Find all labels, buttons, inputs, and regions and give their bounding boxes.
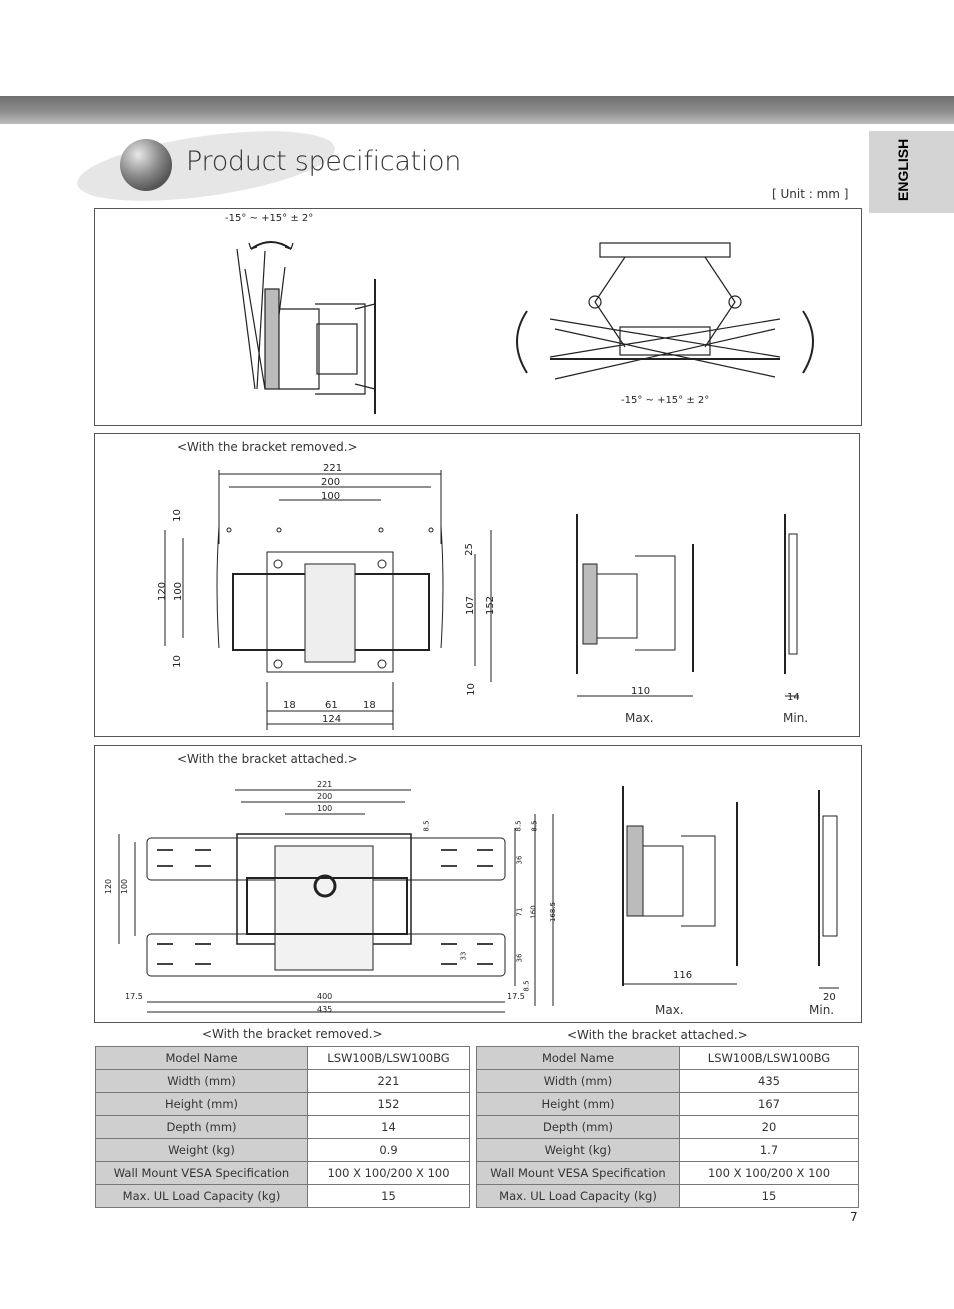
spec-value-cell: 20 (680, 1116, 859, 1139)
dim-17-5-left: 17.5 (125, 992, 143, 1001)
dim-18-right: 18 (363, 700, 376, 711)
table-right-caption: <With the bracket attached.> (567, 1028, 748, 1042)
dim-36-a: 36 (515, 855, 524, 865)
table-row (96, 1070, 470, 1093)
spec-value-cell: 100 X 100/200 X 100 (308, 1162, 470, 1185)
dim-100-left: 100 (173, 581, 185, 602)
dim-61: 61 (325, 700, 338, 711)
dim-14: 14 (787, 692, 800, 703)
bracket-removed-panel (94, 433, 860, 737)
dim-33: 33 (459, 951, 468, 961)
dim-100: 100 (317, 804, 333, 813)
dim-8-5-right-b: 8.5 (530, 820, 539, 832)
dim-152: 152 (485, 595, 497, 616)
table-left-caption: <With the bracket removed.> (202, 1027, 383, 1041)
spec-table-removed (95, 1046, 470, 1208)
dim-221: 221 (317, 780, 333, 789)
page-number: 7 (850, 1210, 858, 1224)
table-row (477, 1185, 859, 1208)
spec-label-cell: Height (mm) (477, 1093, 680, 1116)
spec-label-cell: Wall Mount VESA Specification (96, 1162, 308, 1185)
min-label: Min. (783, 711, 809, 725)
page-title: Product specification (186, 146, 462, 177)
table-row (477, 1047, 859, 1070)
dim-100: 100 (321, 491, 341, 502)
unit-label: [ Unit : mm ] (772, 187, 849, 201)
bracket-attached-caption: <With the bracket attached.> (177, 752, 358, 766)
dim-17-5-right: 17.5 (507, 992, 525, 1001)
tilt-angle-label-left: -15° ~ +15° ± 2° (225, 213, 314, 224)
spec-value-cell: LSW100B/LSW100BG (680, 1047, 859, 1070)
dim-160: 160 (529, 905, 538, 919)
spec-label-cell: Width (mm) (96, 1070, 308, 1093)
spec-value-cell: 435 (680, 1070, 859, 1093)
bracket-attached-panel (94, 745, 862, 1023)
spec-value-cell: 152 (308, 1093, 470, 1116)
table-row (96, 1185, 470, 1208)
dim-8-5-right-a: 8.5 (514, 820, 523, 832)
spec-value-cell: 1.7 (680, 1139, 859, 1162)
dim-8-5-bottom: 8.5 (522, 980, 531, 992)
table-row (96, 1093, 470, 1116)
table-row (96, 1047, 470, 1070)
table-row (477, 1139, 859, 1162)
spec-label-cell: Width (mm) (477, 1070, 680, 1093)
dim-221: 221 (323, 463, 343, 474)
max-label: Max. (625, 711, 654, 725)
dim-20: 20 (823, 992, 836, 1003)
language-tab (869, 131, 954, 213)
table-row (96, 1116, 470, 1139)
min-label: Min. (809, 1003, 835, 1017)
dim-116: 116 (673, 970, 693, 981)
dim-120: 120 (104, 878, 114, 895)
table-row (477, 1070, 859, 1093)
table-row (477, 1116, 859, 1139)
bracket-removed-front-drawing (95, 434, 859, 736)
table-row (96, 1139, 470, 1162)
spec-table-attached (476, 1046, 859, 1208)
max-label: Max. (655, 1003, 684, 1017)
bracket-attached-front-drawing (95, 746, 861, 1022)
dim-18-left: 18 (283, 700, 296, 711)
spec-value-cell: 15 (680, 1185, 859, 1208)
dim-10-top: 10 (171, 509, 183, 522)
spec-value-cell: 0.9 (308, 1139, 470, 1162)
dim-71: 71 (515, 907, 524, 917)
spec-label-cell: Weight (kg) (477, 1139, 680, 1162)
table-row (477, 1093, 859, 1116)
spec-label-cell: Depth (mm) (96, 1116, 308, 1139)
dim-168-5: 168.5 (549, 901, 558, 923)
dim-10-bottom: 10 (171, 655, 183, 668)
dim-400: 400 (317, 992, 333, 1001)
spec-value-cell: 14 (308, 1116, 470, 1139)
language-tab-label: ENGLISH (895, 138, 911, 201)
tilt-top-view-drawing (95, 209, 861, 425)
spec-label-cell: Max. UL Load Capacity (kg) (477, 1185, 680, 1208)
header-bar (0, 96, 954, 124)
dim-200: 200 (317, 792, 333, 801)
tilt-diagram-panel (94, 208, 862, 426)
dim-8-5-top: 8.5 (422, 820, 431, 832)
dim-100-left: 100 (120, 878, 130, 895)
spec-value-cell: 221 (308, 1070, 470, 1093)
spec-label-cell: Height (mm) (96, 1093, 308, 1116)
spec-label-cell: Wall Mount VESA Specification (477, 1162, 680, 1185)
spec-value-cell: 15 (308, 1185, 470, 1208)
dim-25: 25 (463, 543, 475, 556)
tilt-angle-label-right: -15° ~ +15° ± 2° (621, 395, 710, 406)
table-row (477, 1162, 859, 1185)
dim-120: 120 (157, 581, 169, 602)
dim-200: 200 (321, 477, 341, 488)
dim-10-right: 10 (465, 683, 477, 696)
spec-label-cell: Weight (kg) (96, 1139, 308, 1162)
dim-110: 110 (631, 686, 651, 697)
dim-107: 107 (465, 595, 477, 616)
spec-value-cell: 100 X 100/200 X 100 (680, 1162, 859, 1185)
spec-value-cell: LSW100B/LSW100BG (308, 1047, 470, 1070)
bracket-removed-caption: <With the bracket removed.> (177, 440, 358, 454)
spec-label-cell: Max. UL Load Capacity (kg) (96, 1185, 308, 1208)
dim-435: 435 (317, 1005, 333, 1014)
spec-label-cell: Model Name (96, 1047, 308, 1070)
spec-label-cell: Depth (mm) (477, 1116, 680, 1139)
dim-124: 124 (322, 714, 342, 725)
table-row (96, 1162, 470, 1185)
spec-label-cell: Model Name (477, 1047, 680, 1070)
spec-value-cell: 167 (680, 1093, 859, 1116)
dim-36-b: 36 (515, 953, 524, 963)
